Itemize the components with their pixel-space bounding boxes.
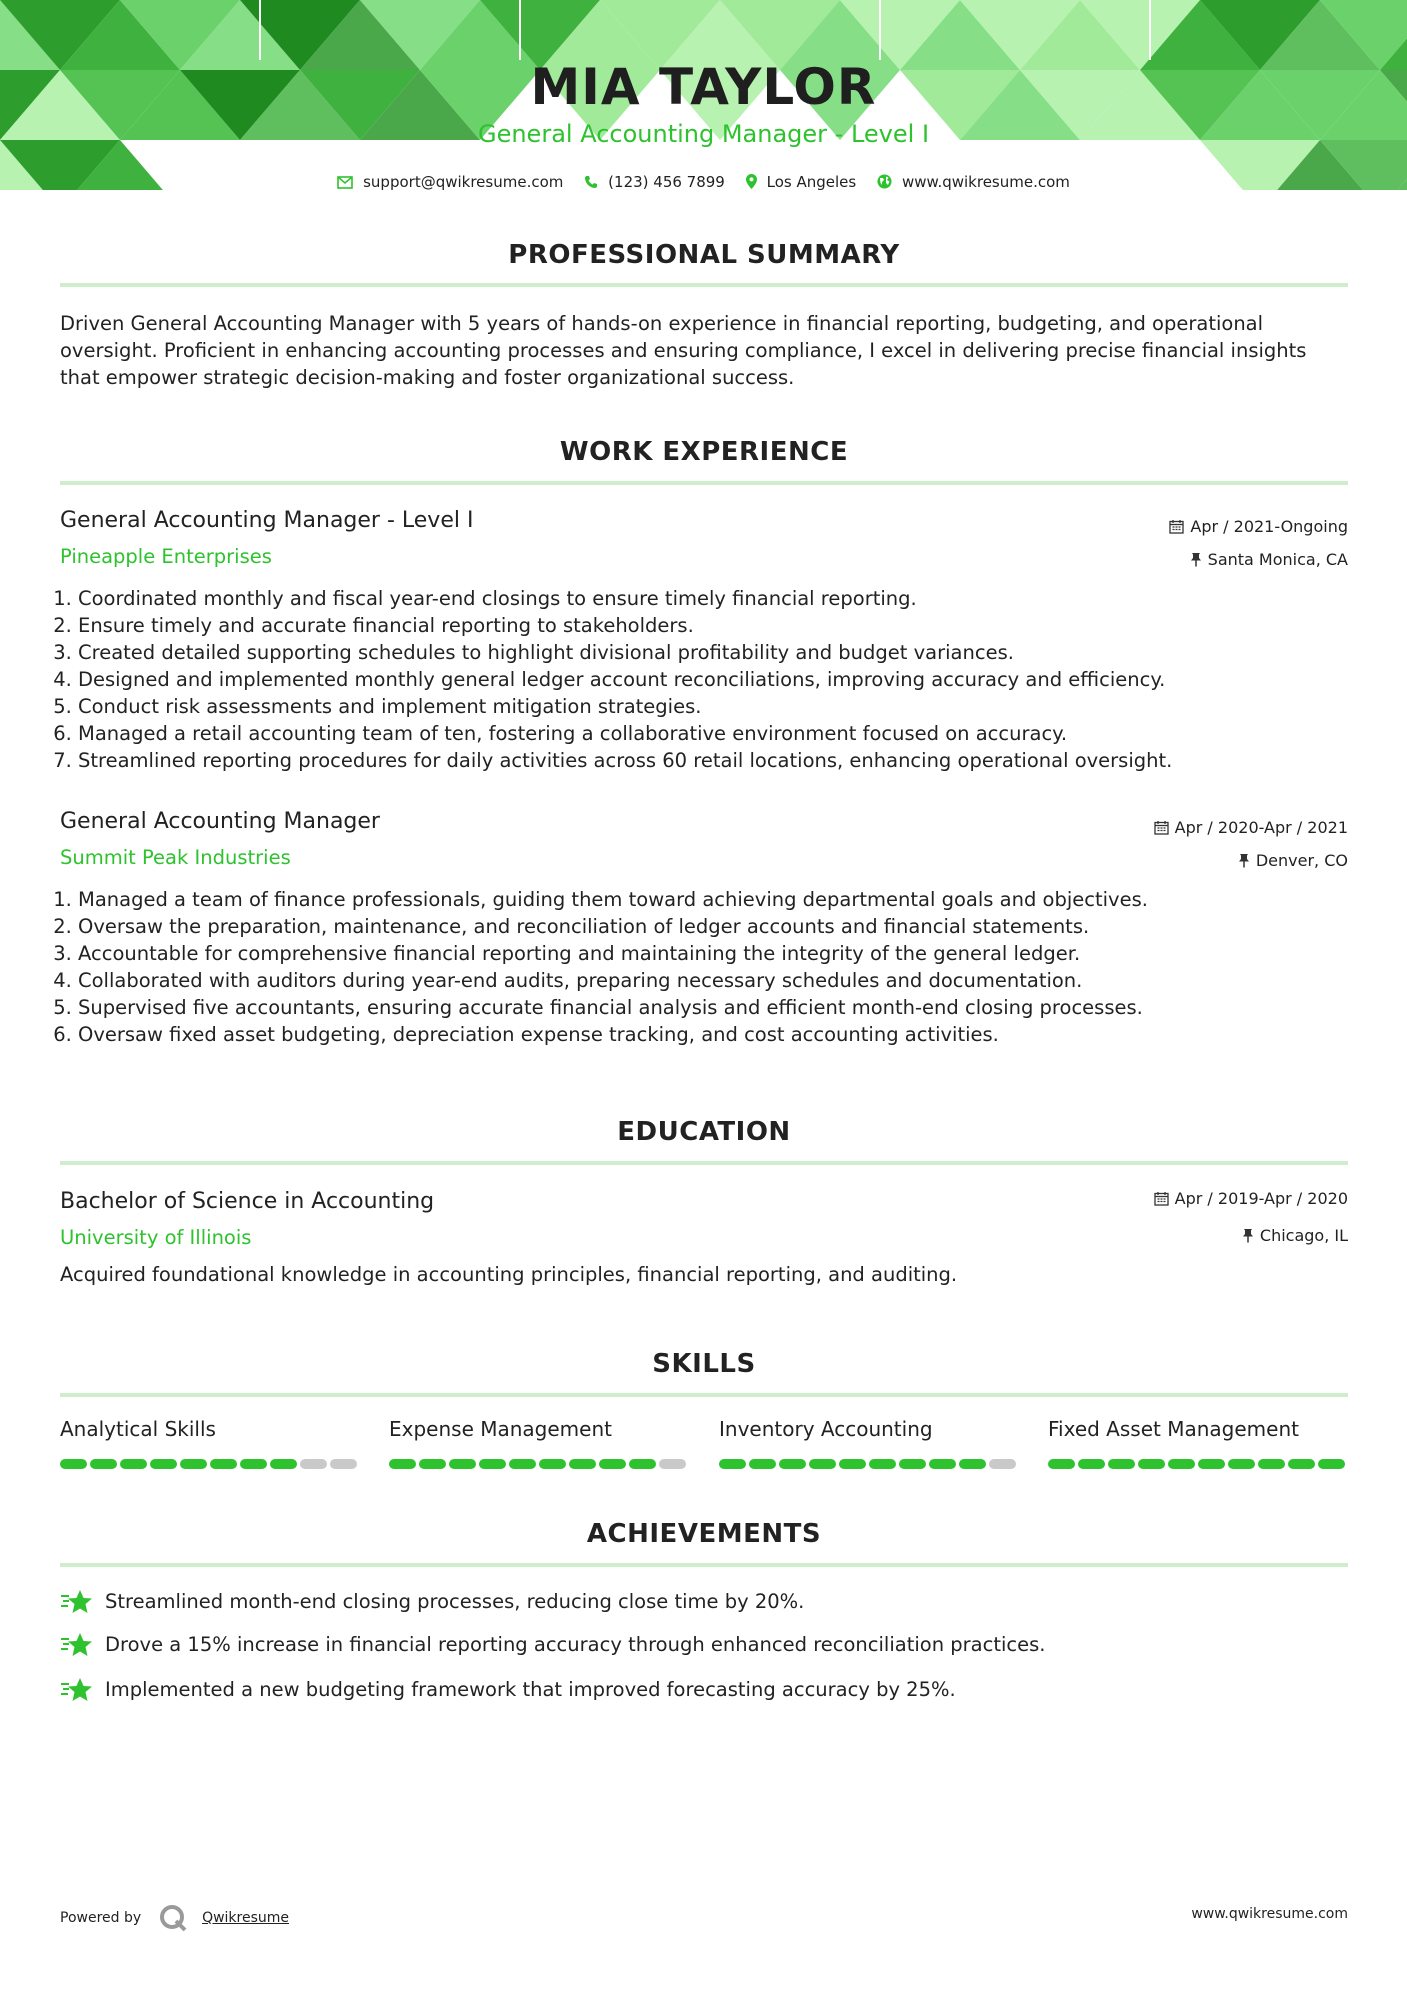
education-dates-text: Apr / 2019-Apr / 2020 [1174, 1189, 1348, 1208]
section-divider [60, 481, 1348, 485]
skill-level-segment [629, 1459, 656, 1469]
skill-level-segment [539, 1459, 566, 1469]
skill-level-segment [1258, 1459, 1285, 1469]
degree-title: Bachelor of Science in Accounting [60, 1189, 435, 1214]
job-location [1190, 550, 1348, 569]
job-bullets [60, 585, 1368, 774]
list-item: 6. Managed a retail accounting team of ten, fostering a collaborative environment focused on accuracy. [78, 720, 1368, 747]
candidate-title: General Accounting Manager - Level I [477, 120, 930, 148]
skill-level-segment [749, 1459, 776, 1469]
qwikresume-logo-icon [158, 1903, 188, 1933]
contact-email[interactable] [337, 173, 568, 191]
calendar-icon [1169, 519, 1184, 534]
location-text: Los Angeles [766, 173, 857, 191]
envelope-icon [337, 176, 353, 189]
list-item: 2. Oversaw the preparation, maintenance, and reconciliation of ledger accounts and financial statements. [78, 913, 1368, 940]
skill-level-segment [779, 1459, 806, 1469]
website-text: www.qwikresume.com [902, 173, 1070, 191]
skill-level-segment [300, 1459, 327, 1469]
section-divider [60, 1161, 1348, 1165]
star-icon [60, 1588, 94, 1616]
contact-phone[interactable] [584, 173, 729, 191]
star-icon [60, 1631, 94, 1659]
skill-level-segment [1168, 1459, 1195, 1469]
skill-level-segment [1108, 1459, 1135, 1469]
skill-level-segment [150, 1459, 177, 1469]
skill-level-bar [1048, 1459, 1348, 1469]
star-icon [60, 1676, 94, 1704]
skill-level-bar [389, 1459, 689, 1469]
experience-heading: WORK EXPERIENCE [559, 437, 849, 467]
list-item: 3. Created detailed supporting schedules to highlight divisional profitability and budget variances. [78, 639, 1368, 666]
list-item: 4. Designed and implemented monthly general ledger account reconciliations, improving accuracy and efficiency. [78, 666, 1368, 693]
calendar-icon [1154, 1191, 1169, 1206]
email-text: support@qwikresume.com [363, 173, 564, 191]
skill-item [389, 1417, 689, 1469]
list-item: 3. Accountable for comprehensive financial reporting and maintaining the integrity of the general ledger. [78, 940, 1368, 967]
map-marker-icon [746, 174, 757, 189]
candidate-name: MIA TAYLOR [530, 58, 877, 116]
education-dates [1154, 1189, 1348, 1208]
list-item: 6. Oversaw fixed asset budgeting, depreciation expense tracking, and cost accounting activities. [78, 1021, 1368, 1048]
skill-level-segment [210, 1459, 237, 1469]
education-location-text: Chicago, IL [1259, 1226, 1348, 1245]
skill-item [719, 1417, 1019, 1469]
brand-link[interactable]: Qwikresume [202, 1910, 290, 1926]
skill-level-segment [989, 1459, 1016, 1469]
skill-level-bar [60, 1459, 360, 1469]
job-title: General Accounting Manager [60, 809, 380, 834]
skill-level-segment [719, 1459, 746, 1469]
skill-item [60, 1417, 360, 1469]
skill-level-segment [389, 1459, 416, 1469]
contact-website[interactable] [877, 173, 1070, 191]
skill-level-segment [929, 1459, 956, 1469]
company-name: Pineapple Enterprises [60, 545, 272, 568]
job-bullets [60, 886, 1368, 1048]
job-dates-text: Apr / 2020-Apr / 2021 [1174, 818, 1348, 837]
skill-level-segment [330, 1459, 357, 1469]
skill-level-segment [809, 1459, 836, 1469]
list-item: 5. Conduct risk assessments and implement mitigation strategies. [78, 693, 1368, 720]
education-location [1242, 1226, 1348, 1245]
school-name: University of Illinois [60, 1226, 252, 1249]
skill-name: Analytical Skills [60, 1417, 216, 1441]
phone-text: (123) 456 7899 [608, 173, 725, 191]
skill-level-segment [1288, 1459, 1315, 1469]
section-divider [60, 1563, 1348, 1567]
job-location-text: Denver, CO [1255, 851, 1348, 870]
skill-level-segment [90, 1459, 117, 1469]
phone-icon [584, 175, 598, 189]
skill-level-segment [509, 1459, 536, 1469]
job-location [1238, 851, 1348, 870]
skill-level-segment [270, 1459, 297, 1469]
skill-level-segment [869, 1459, 896, 1469]
skill-level-segment [569, 1459, 596, 1469]
skill-level-segment [1078, 1459, 1105, 1469]
job-dates [1169, 517, 1348, 536]
skill-level-bar [719, 1459, 1019, 1469]
skill-level-segment [839, 1459, 866, 1469]
globe-icon [877, 174, 892, 189]
contact-location [746, 173, 861, 191]
pin-icon [1238, 853, 1250, 868]
job-dates [1154, 818, 1348, 837]
company-name: Summit Peak Industries [60, 846, 291, 869]
list-item: 5. Supervised five accountants, ensuring accurate financial analysis and efficient month-end closing processes. [78, 994, 1368, 1021]
list-item: 7. Streamlined reporting procedures for daily activities across 60 retail locations, enhancing operational oversight. [78, 747, 1368, 774]
skill-level-segment [449, 1459, 476, 1469]
list-item: 2. Ensure timely and accurate financial reporting to stakeholders. [78, 612, 1368, 639]
job-dates-text: Apr / 2021-Ongoing [1190, 517, 1348, 536]
skill-name: Expense Management [389, 1417, 612, 1441]
skill-level-segment [659, 1459, 686, 1469]
skill-level-segment [180, 1459, 207, 1469]
list-item: 1. Coordinated monthly and fiscal year-end closings to ensure timely financial reporting. [78, 585, 1368, 612]
pin-icon [1242, 1228, 1254, 1243]
skill-level-segment [959, 1459, 986, 1469]
job-title: General Accounting Manager - Level I [60, 508, 474, 533]
achievement-text: Streamlined month-end closing processes, reducing close time by 20%. [105, 1590, 805, 1613]
skill-item [1048, 1417, 1348, 1469]
section-divider [60, 1393, 1348, 1397]
summary-heading: PROFESSIONAL SUMMARY [508, 240, 900, 270]
contact-bar [0, 173, 1407, 191]
education-description: Acquired foundational knowledge in accounting principles, financial reporting, and auditing. [60, 1263, 958, 1286]
skill-level-segment [60, 1459, 87, 1469]
list-item: 1. Managed a team of finance professionals, guiding them toward achieving departmental goals and objectives. [78, 886, 1368, 913]
skill-name: Fixed Asset Management [1048, 1417, 1299, 1441]
job-location-text: Santa Monica, CA [1207, 550, 1348, 569]
section-divider [60, 283, 1348, 287]
skill-level-segment [1198, 1459, 1225, 1469]
skill-level-segment [240, 1459, 267, 1469]
powered-by-label: Powered by [60, 1910, 142, 1926]
skill-name: Inventory Accounting [719, 1417, 933, 1441]
skill-level-segment [120, 1459, 147, 1469]
footer-url[interactable]: www.qwikresume.com [1191, 1906, 1348, 1922]
skills-heading: SKILLS [652, 1349, 756, 1379]
summary-text: Driven General Accounting Manager with 5 years of hands-on experience in financial reporting, budgeting, and operational oversight. Proficient in enhancing accounting processes and ensuring compliance, I excel in delivering precise financial insights that empower strategic decision-making and foster organizational success. [60, 312, 1307, 389]
skill-level-segment [599, 1459, 626, 1469]
skill-level-segment [1048, 1459, 1075, 1469]
skill-level-segment [1318, 1459, 1345, 1469]
skill-level-segment [1138, 1459, 1165, 1469]
footer-powered-by [60, 1903, 289, 1933]
list-item: 4. Collaborated with auditors during year-end audits, preparing necessary schedules and documentation. [78, 967, 1368, 994]
skill-level-segment [479, 1459, 506, 1469]
achievement-text: Drove a 15% increase in financial reporting accuracy through enhanced reconciliation practices. [105, 1633, 1046, 1656]
skill-level-segment [899, 1459, 926, 1469]
education-heading: EDUCATION [617, 1117, 791, 1147]
achievement-text: Implemented a new budgeting framework that improved forecasting accuracy by 25%. [105, 1678, 956, 1701]
achievements-heading: ACHIEVEMENTS [586, 1519, 822, 1549]
calendar-icon [1154, 820, 1169, 835]
pin-icon [1190, 552, 1202, 567]
skill-level-segment [1228, 1459, 1255, 1469]
skill-level-segment [419, 1459, 446, 1469]
